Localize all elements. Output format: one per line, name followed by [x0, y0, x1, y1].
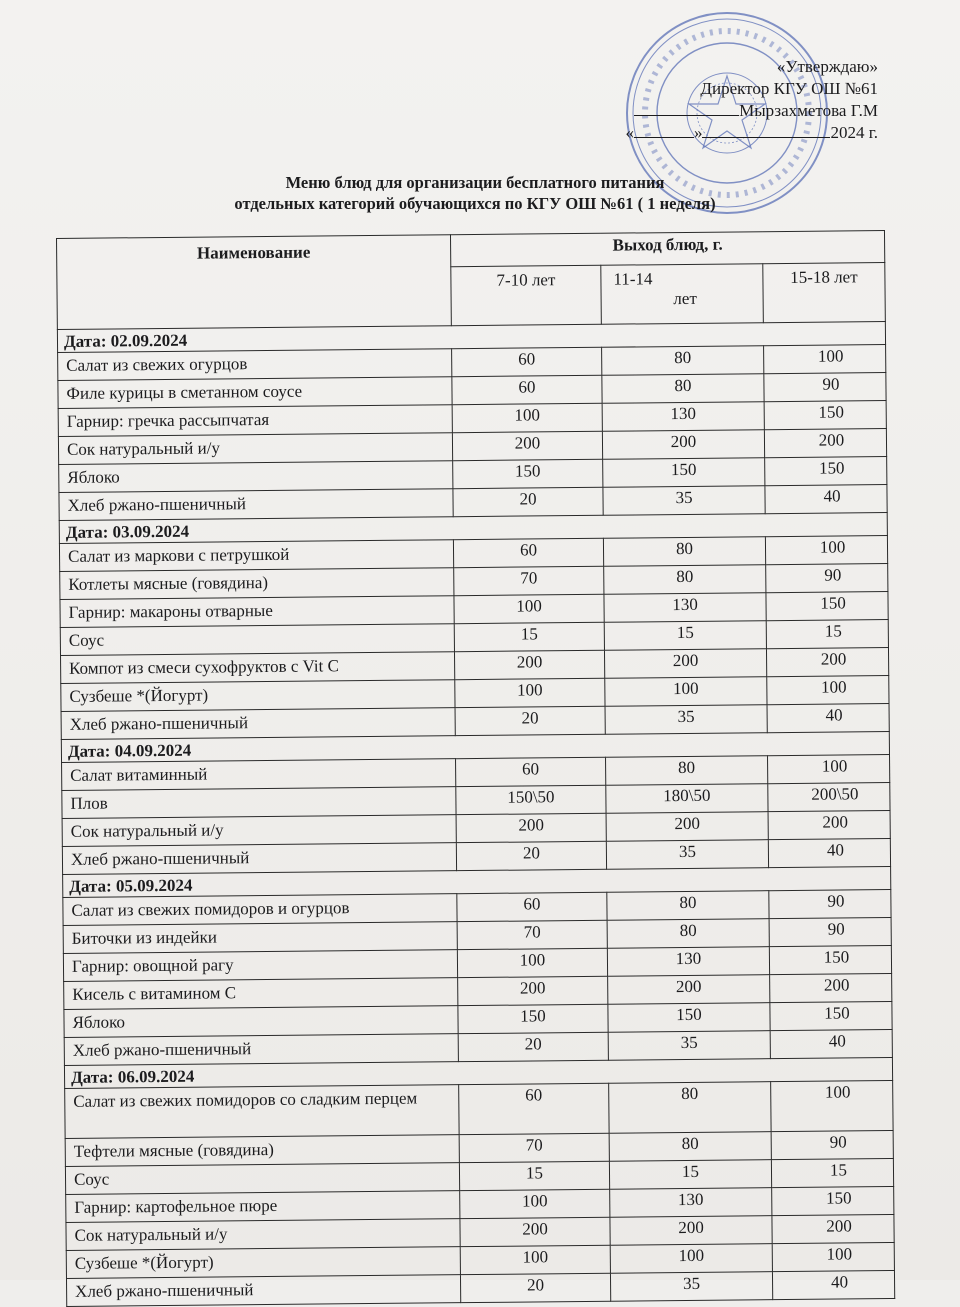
dish-name: Сок натуральный и/у	[66, 1219, 460, 1251]
date-label: Дата: 05.09.2024	[63, 867, 891, 898]
yield-age-7-10: 100	[460, 1245, 610, 1274]
approval-heading: «Утверждаю»	[776, 57, 878, 76]
yield-age-15-18: 200	[768, 811, 890, 840]
yield-age-7-10: 200	[460, 1217, 610, 1246]
approval-year: 2024 г.	[830, 123, 878, 142]
menu-table-wrapper	[56, 230, 894, 1307]
yield-age-15-18: 150	[769, 946, 891, 975]
yield-age-11-14: 80	[602, 346, 764, 376]
yield-age-7-10: 150	[458, 1004, 608, 1033]
table-row	[65, 1081, 893, 1139]
yield-age-11-14: 80	[609, 1082, 771, 1134]
yield-age-7-10: 100	[457, 948, 607, 977]
yield-age-7-10: 200	[458, 976, 608, 1005]
dish-name: Кисель с витамином С	[64, 978, 458, 1010]
yield-age-7-10: 200	[456, 813, 606, 842]
yield-age-15-18: 90	[764, 373, 886, 402]
menu-table	[56, 230, 895, 1307]
dish-name: Биточки из индейки	[63, 922, 457, 954]
dish-name: Салат из свежих помидоров со сладким перцем	[65, 1085, 459, 1139]
yield-age-11-14: 200	[608, 975, 770, 1005]
dish-name: Салат из свежих помидоров и огурцов	[63, 894, 457, 926]
header-name: Наименование	[57, 235, 452, 330]
yield-age-15-18: 200	[772, 1215, 894, 1244]
yield-age-11-14: 80	[606, 756, 768, 786]
dish-name: Филе курицы в сметанном соусе	[58, 377, 452, 409]
yield-age-7-10: 15	[454, 622, 604, 651]
yield-age-7-10: 15	[459, 1161, 609, 1190]
yield-age-11-14: 80	[602, 374, 764, 404]
approval-signature-line	[558, 100, 878, 122]
yield-age-15-18: 90	[769, 918, 891, 947]
yield-age-7-10: 60	[459, 1083, 609, 1134]
yield-age-11-14: 100	[605, 677, 767, 707]
date-label: Дата: 03.09.2024	[59, 513, 887, 544]
dish-name: Хлеб ржано-пшеничный	[61, 708, 455, 740]
yield-age-7-10: 20	[458, 1032, 608, 1061]
dish-name: Компот из смеси сухофруктов с Vit C	[61, 652, 455, 684]
yield-age-7-10: 60	[452, 347, 602, 376]
yield-age-11-14: 80	[604, 565, 766, 595]
title-line-1: Меню блюд для организации бесплатного питания	[285, 173, 665, 192]
yield-age-11-14: 80	[607, 891, 769, 921]
yield-age-11-14: 35	[603, 486, 765, 516]
dish-name: Тефтели мясные (говядина)	[65, 1135, 459, 1167]
yield-age-11-14: 130	[610, 1188, 772, 1218]
yield-age-7-10: 60	[456, 757, 606, 786]
yield-age-11-14: 200	[602, 430, 764, 460]
yield-age-7-10: 60	[457, 892, 607, 921]
signature-underline	[634, 101, 739, 116]
yield-age-15-18: 100	[765, 536, 887, 565]
yield-age-11-14: 35	[610, 1272, 772, 1302]
dish-name: Соус	[60, 624, 454, 656]
yield-age-15-18: 200	[766, 648, 888, 677]
yield-age-15-18: 100	[767, 676, 889, 705]
header-age-15-18: 15-18 лет	[763, 262, 886, 323]
yield-age-11-14: 15	[609, 1160, 771, 1190]
yield-age-11-14: 35	[605, 705, 767, 735]
dish-name: Плов	[62, 787, 456, 819]
yield-age-7-10: 150	[453, 459, 603, 488]
dish-name: Хлеб ржано-пшеничный	[66, 1275, 460, 1307]
dish-name: Салат из маркови с петрушкой	[59, 540, 453, 572]
dish-name: Яблоко	[64, 1006, 458, 1038]
yield-age-7-10: 20	[460, 1273, 610, 1302]
dish-name: Сок натуральный и/у	[58, 433, 452, 465]
yield-age-7-10: 20	[455, 706, 605, 735]
dish-name: Гарнир: овощной рагу	[63, 950, 457, 982]
yield-age-7-10: 100	[460, 1189, 610, 1218]
yield-age-11-14: 80	[603, 537, 765, 567]
date-label: Дата: 02.09.2024	[57, 322, 885, 353]
approval-position: Директор КГУ ОШ №61	[700, 79, 878, 98]
dish-name: Гарнир: гречка рассыпчатая	[58, 405, 452, 437]
approval-block	[558, 56, 878, 144]
yield-age-15-18: 150	[765, 457, 887, 486]
dish-name: Салат из свежих огурцов	[58, 349, 452, 381]
yield-age-7-10: 200	[452, 431, 602, 460]
yield-age-15-18: 40	[768, 839, 890, 868]
yield-age-11-14: 200	[606, 812, 768, 842]
yield-age-15-18: 200\50	[768, 783, 890, 812]
yield-age-7-10: 60	[452, 375, 602, 404]
yield-age-15-18: 90	[771, 1131, 893, 1160]
header-age-11-14-line2: лет	[673, 288, 697, 308]
dish-name: Гарнир: картофельное пюре	[66, 1191, 460, 1223]
yield-age-15-18: 150	[764, 401, 886, 430]
date-label: Дата: 04.09.2024	[61, 732, 889, 763]
yield-age-7-10: 100	[455, 678, 605, 707]
yield-age-11-14: 35	[606, 840, 768, 870]
yield-age-11-14: 80	[609, 1132, 771, 1162]
yield-age-11-14: 130	[604, 593, 766, 623]
yield-age-7-10: 70	[459, 1133, 609, 1162]
yield-age-7-10: 150\50	[456, 785, 606, 814]
yield-age-7-10: 20	[456, 841, 606, 870]
yield-age-15-18: 150	[772, 1187, 894, 1216]
dish-name: Сок натуральный и/у	[62, 815, 456, 847]
dish-name: Соус	[65, 1163, 459, 1195]
dish-name: Сузбеше *(Йогурт)	[61, 680, 455, 712]
header-age-7-10: 7-10 лет	[451, 265, 602, 326]
menu-table-body	[57, 322, 894, 1307]
dish-name: Сузбеше *(Йогурт)	[66, 1247, 460, 1279]
dish-name: Салат витаминный	[62, 759, 456, 791]
yield-age-15-18: 200	[770, 974, 892, 1003]
yield-age-15-18: 100	[764, 345, 886, 374]
header-age-11-14	[601, 263, 764, 324]
yield-age-11-14: 15	[604, 621, 766, 651]
yield-age-7-10: 100	[454, 594, 604, 623]
yield-age-7-10: 100	[452, 403, 602, 432]
yield-age-15-18: 40	[765, 485, 887, 514]
page-title	[120, 172, 830, 214]
yield-age-15-18: 150	[770, 1002, 892, 1031]
header-yield: Выход блюд, г.	[450, 231, 884, 267]
header-age-11-14-line1: 11-14	[613, 268, 653, 289]
yield-age-11-14: 150	[603, 458, 765, 488]
dish-name: Гарнир: макароны отварные	[60, 596, 454, 628]
yield-age-11-14: 130	[602, 402, 764, 432]
date-day-blank	[634, 123, 694, 138]
date-quote-close: »	[693, 123, 703, 142]
yield-age-15-18: 200	[764, 429, 886, 458]
yield-age-15-18: 15	[766, 620, 888, 649]
date-quote-open: «	[625, 123, 634, 142]
date-label: Дата: 06.09.2024	[64, 1058, 892, 1089]
dish-name: Хлеб ржано-пшеничный	[64, 1034, 458, 1066]
yield-age-15-18: 100	[772, 1243, 894, 1272]
yield-age-7-10: 60	[453, 538, 603, 567]
yield-age-11-14: 200	[610, 1216, 772, 1246]
director-name: Мырзахметова Г.М	[739, 101, 878, 120]
dish-name: Хлеб ржано-пшеничный	[59, 489, 453, 521]
yield-age-7-10: 20	[453, 487, 603, 516]
yield-age-15-18: 100	[771, 1081, 894, 1132]
yield-age-15-18: 150	[766, 592, 888, 621]
yield-age-15-18: 40	[772, 1270, 894, 1299]
dish-name: Яблоко	[59, 461, 453, 493]
yield-age-11-14: 180\50	[606, 784, 768, 814]
dish-name: Хлеб ржано-пшеничный	[62, 843, 456, 875]
date-month-blank	[702, 123, 830, 138]
dish-name: Котлеты мясные (говядина)	[60, 568, 454, 600]
yield-age-11-14: 130	[607, 947, 769, 977]
yield-age-15-18: 40	[770, 1030, 892, 1059]
yield-age-11-14: 80	[607, 919, 769, 949]
yield-age-15-18: 90	[766, 564, 888, 593]
yield-age-15-18: 40	[767, 704, 889, 733]
yield-age-7-10: 200	[454, 650, 604, 679]
yield-age-11-14: 150	[608, 1003, 770, 1033]
yield-age-15-18: 100	[768, 755, 890, 784]
yield-age-15-18: 15	[771, 1159, 893, 1188]
yield-age-15-18: 90	[769, 890, 891, 919]
yield-age-7-10: 70	[454, 566, 604, 595]
yield-age-11-14: 100	[610, 1244, 772, 1274]
yield-age-11-14: 200	[604, 649, 766, 679]
yield-age-11-14: 35	[608, 1031, 770, 1061]
approval-date-line	[558, 122, 878, 144]
title-line-2: отдельных категорий обучающихся по КГУ ОШ №61 ( 1 неделя)	[234, 194, 716, 213]
yield-age-7-10: 70	[457, 920, 607, 949]
